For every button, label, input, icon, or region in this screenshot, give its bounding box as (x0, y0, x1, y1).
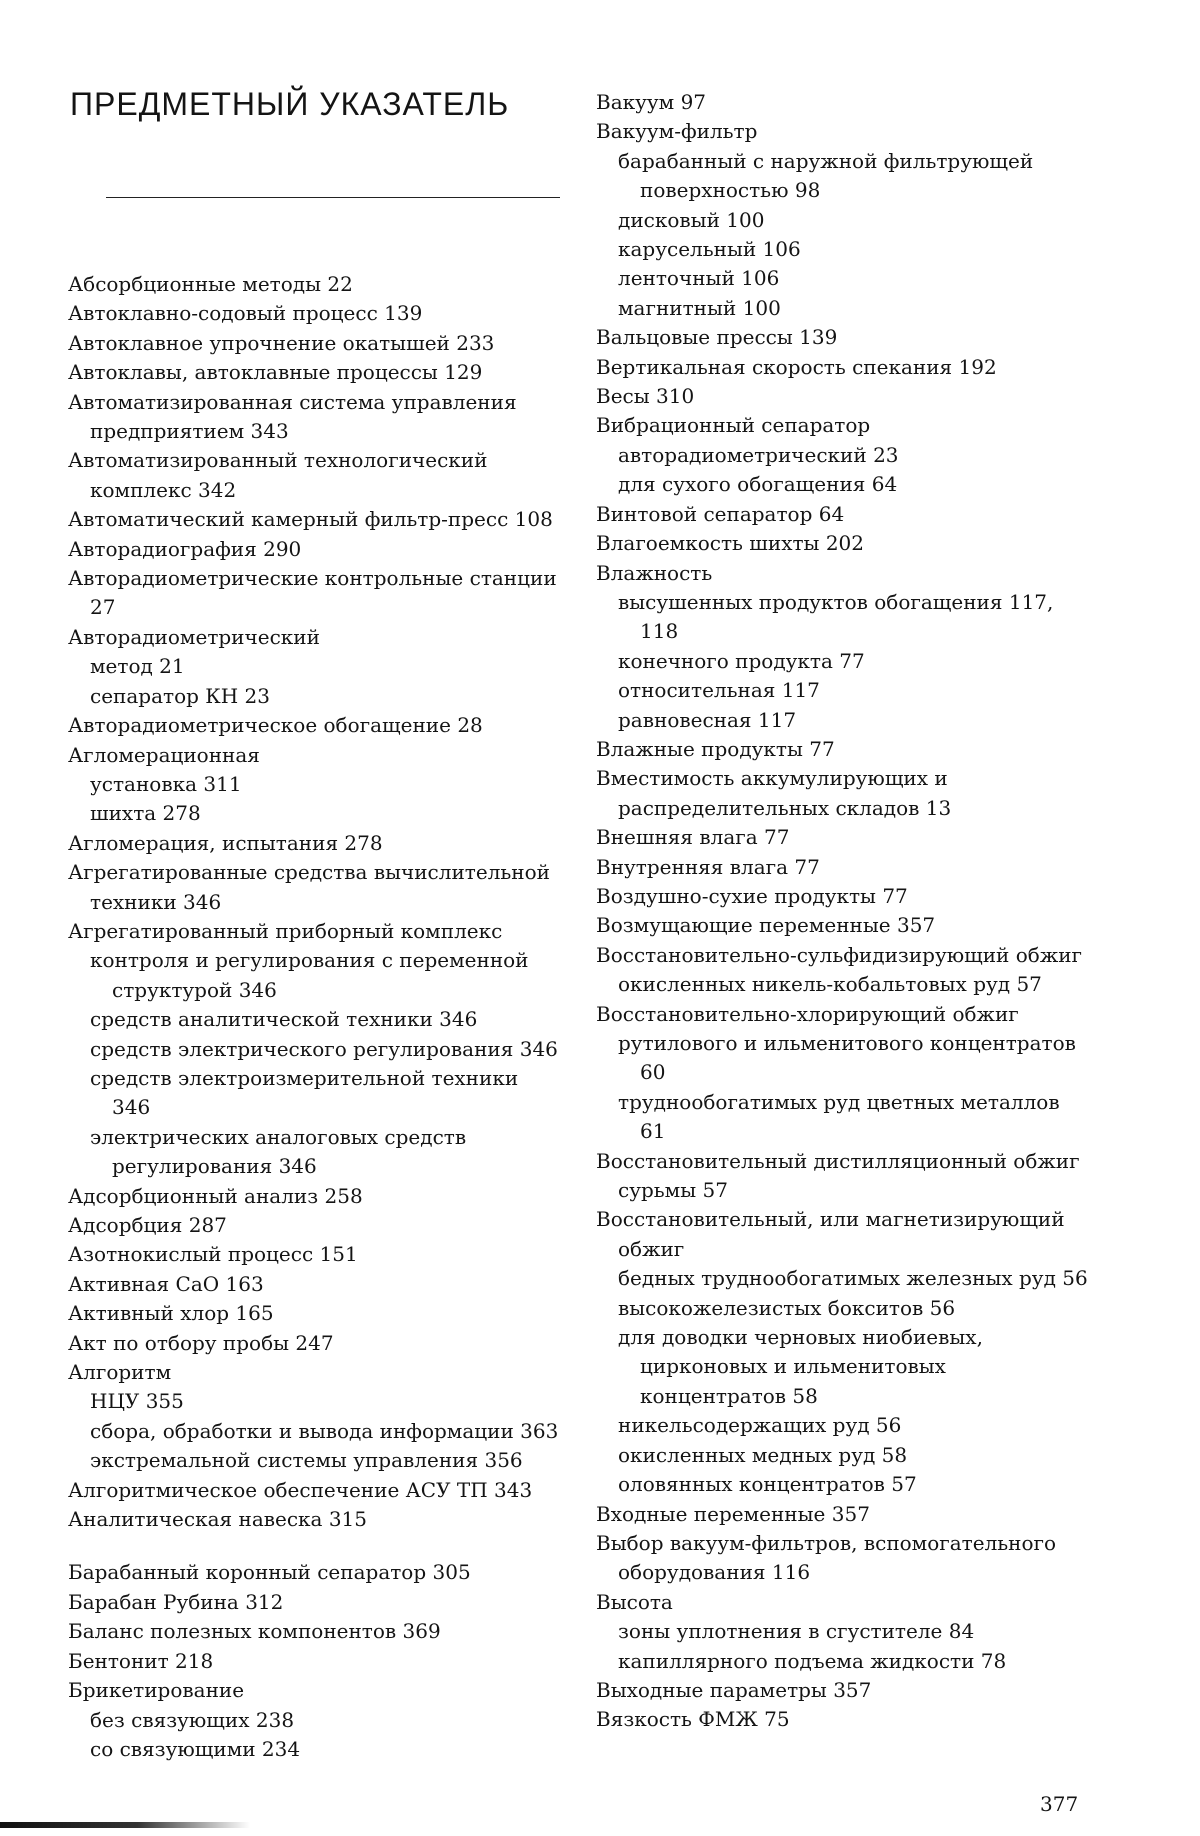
index-subentry: для доводки черновых ниобиевых, цирконовых и ильменитовых концентратов 58 (596, 1323, 1088, 1411)
index-entry: Восстановительно-хлорирующий обжиг (596, 1000, 1088, 1029)
index-subentry: средств аналитической техники 346 (68, 1005, 562, 1034)
index-subentry: бедных труднообогатимых железных руд 56 (596, 1264, 1088, 1293)
index-subentry: средств электроизмерительной техники 346 (68, 1064, 562, 1123)
index-subentry: авторадиометрический 23 (596, 441, 1088, 470)
index-entry: Авторадиография 290 (68, 535, 562, 564)
index-entry: Вакуум-фильтр (596, 117, 1088, 146)
index-entry: Агрегатированный приборный комплекс (68, 917, 562, 946)
index-subentry: сбора, обработки и вывода информации 363 (68, 1417, 562, 1446)
index-entry: Аналитическая навеска 315 (68, 1505, 562, 1534)
index-entry: Воздушно-сухие продукты 77 (596, 882, 1088, 911)
index-entry: Влажность (596, 559, 1088, 588)
index-entry: Активная СаО 163 (68, 1270, 562, 1299)
index-entry: Влажные продукты 77 (596, 735, 1088, 764)
index-entry: Восстановительный дистилляционный обжиг сурьмы 57 (596, 1147, 1088, 1206)
index-entry: Агломерация, испытания 278 (68, 829, 562, 858)
index-subentry: дисковый 100 (596, 206, 1088, 235)
index-subentry: барабанный с наружной фильтрующей поверхностью 98 (596, 147, 1088, 206)
index-entry: Агрегатированные средства вычислительной техники 346 (68, 858, 562, 917)
index-subentry: магнитный 100 (596, 294, 1088, 323)
title-divider (106, 197, 560, 198)
index-subentry: без связующих 238 (68, 1706, 562, 1735)
index-entry: Брикетирование (68, 1676, 562, 1705)
index-subentry: относительная 117 (596, 676, 1088, 705)
index-subentry: зоны уплотнения в сгустителе 84 (596, 1617, 1088, 1646)
index-entry: Авторадиометрические контрольные станции 27 (68, 564, 562, 623)
index-subentry: сепаратор КН 23 (68, 682, 562, 711)
index-subentry: никельсодержащих руд 56 (596, 1411, 1088, 1440)
index-subentry: высокожелезистых бокситов 56 (596, 1294, 1088, 1323)
page-title: ПРЕДМЕТНЫЙ УКАЗАТЕЛЬ (70, 86, 509, 123)
index-entry: Выходные параметры 357 (596, 1676, 1088, 1705)
index-entry: Вибрационный сепаратор (596, 411, 1088, 440)
index-subentry: высушенных продуктов обогащения 117, 118 (596, 588, 1088, 647)
index-entry: Азотнокислый процесс 151 (68, 1240, 562, 1269)
scan-edge-mark (0, 1822, 250, 1828)
index-entry: Винтовой сепаратор 64 (596, 500, 1088, 529)
index-subentry: капиллярного подъема жидкости 78 (596, 1647, 1088, 1676)
index-subentry: НЦУ 355 (68, 1387, 562, 1416)
index-entry: Авторадиометрическое обогащение 28 (68, 711, 562, 740)
index-subentry: установка 311 (68, 770, 562, 799)
index-subentry: труднообогатимых руд цветных металлов 61 (596, 1088, 1088, 1147)
index-entry: Адсорбционный анализ 258 (68, 1182, 562, 1211)
index-entry: Барабанный коронный сепаратор 305 (68, 1558, 562, 1587)
index-entry: Высота (596, 1588, 1088, 1617)
index-entry: Автоклавно-содовый процесс 139 (68, 299, 562, 328)
index-entry: Возмущающие переменные 357 (596, 911, 1088, 940)
index-entry: Восстановительный, или магнетизирующий обжиг (596, 1205, 1088, 1264)
index-subentry: конечного продукта 77 (596, 647, 1088, 676)
index-column-right (596, 88, 1088, 1735)
index-entry: Алгоритм (68, 1358, 562, 1387)
index-subentry: контроля и регулирования с переменной структурой 346 (68, 946, 562, 1005)
index-entry: Внешняя влага 77 (596, 823, 1088, 852)
index-entry: Вязкость ФМЖ 75 (596, 1705, 1088, 1734)
index-entry: Алгоритмическое обеспечение АСУ ТП 343 (68, 1476, 562, 1505)
index-subentry: окисленных медных руд 58 (596, 1441, 1088, 1470)
index-entry: Авторадиометрический (68, 623, 562, 652)
index-entry: Вальцовые прессы 139 (596, 323, 1088, 352)
index-subentry: рутилового и ильменитового концентратов 60 (596, 1029, 1088, 1088)
index-entry: Бентонит 218 (68, 1647, 562, 1676)
index-subentry: со связующими 234 (68, 1735, 562, 1764)
index-subentry: оловянных концентратов 57 (596, 1470, 1088, 1499)
index-subentry: равновесная 117 (596, 706, 1088, 735)
index-entry: Акт по отбору пробы 247 (68, 1329, 562, 1358)
index-subentry: экстремальной системы управления 356 (68, 1446, 562, 1475)
index-entry: Весы 310 (596, 382, 1088, 411)
page-number: 377 (1040, 1792, 1078, 1816)
index-entry: Барабан Рубина 312 (68, 1588, 562, 1617)
index-entry: Вертикальная скорость спекания 192 (596, 353, 1088, 382)
index-subentry: шихта 278 (68, 799, 562, 828)
index-entry: Автоклавы, автоклавные процессы 129 (68, 358, 562, 387)
index-subentry: метод 21 (68, 652, 562, 681)
index-entry: Абсорбционные методы 22 (68, 270, 562, 299)
index-subentry: для сухого обогащения 64 (596, 470, 1088, 499)
index-entry: Восстановительно-сульфидизирующий обжиг окисленных никель-кобальтовых руд 57 (596, 941, 1088, 1000)
index-entry: Выбор вакуум-фильтров, вспомогательного оборудования 116 (596, 1529, 1088, 1588)
index-entry: Баланс полезных компонентов 369 (68, 1617, 562, 1646)
index-entry: Автоматический камерный фильтр-пресс 108 (68, 505, 562, 534)
index-subentry: ленточный 106 (596, 264, 1088, 293)
index-subentry: электрических аналоговых средств регулирования 346 (68, 1123, 562, 1182)
index-subentry: средств электрического регулирования 346 (68, 1035, 562, 1064)
index-entry: Активный хлор 165 (68, 1299, 562, 1328)
index-entry: Вакуум 97 (596, 88, 1088, 117)
index-entry: Адсорбция 287 (68, 1211, 562, 1240)
index-entry: Вместимость аккумулирующих и распределительных складов 13 (596, 764, 1088, 823)
index-entry: Автоклавное упрочнение окатышей 233 (68, 329, 562, 358)
index-entry: Автоматизированный технологический комплекс 342 (68, 446, 562, 505)
index-entry: Внутренняя влага 77 (596, 853, 1088, 882)
index-entry: Влагоемкость шихты 202 (596, 529, 1088, 558)
index-entry: Входные переменные 357 (596, 1500, 1088, 1529)
index-column-left (68, 270, 562, 1764)
index-entry: Автоматизированная система управления предприятием 343 (68, 388, 562, 447)
index-subentry: карусельный 106 (596, 235, 1088, 264)
index-entry: Агломерационная (68, 741, 562, 770)
